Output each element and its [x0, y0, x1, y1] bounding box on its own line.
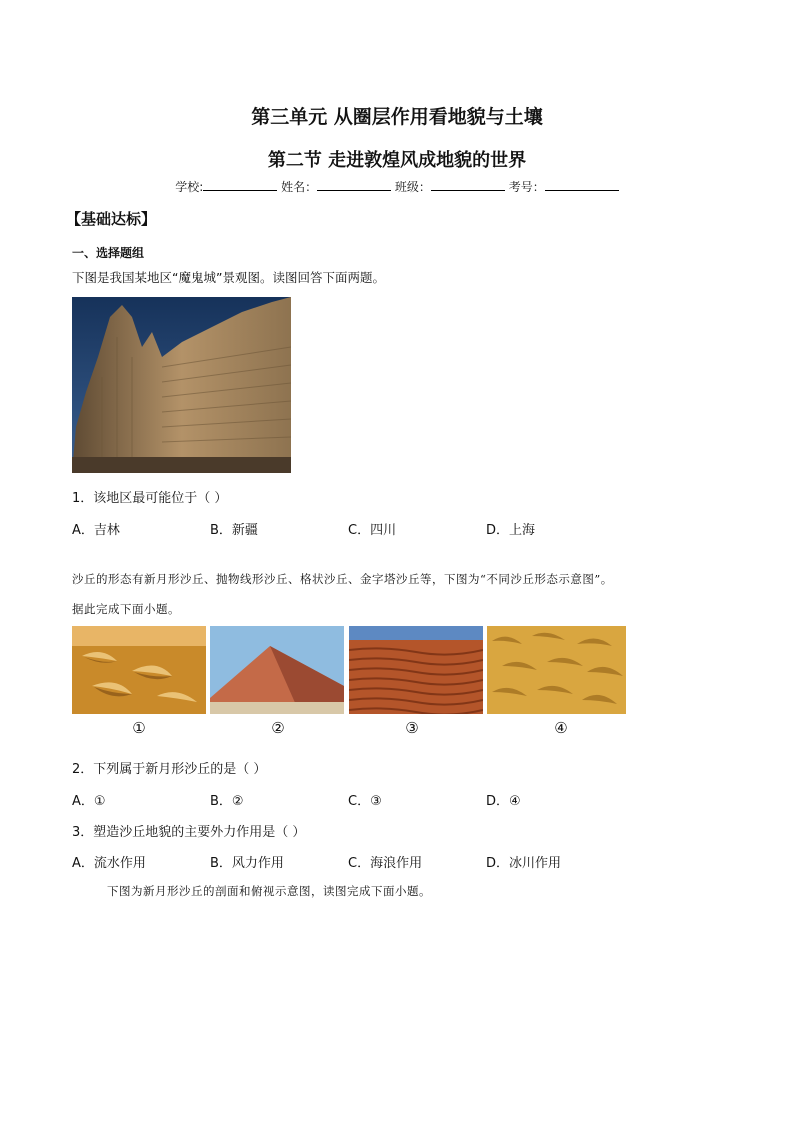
q1-option-c[interactable]: C．四川	[348, 523, 397, 538]
q3-option-a[interactable]: A．流水作用	[72, 856, 146, 871]
class-blank[interactable]	[431, 178, 505, 191]
intro-crescent-dune: 下图为新月形沙丘的剖面和俯视示意图，读图完成下面小题。	[107, 884, 431, 898]
dune-photo-1	[72, 626, 206, 714]
q3-option-d[interactable]: D．冰川作用	[486, 856, 562, 871]
unit-title: 第三单元 从圈层作用看地貌与土壤	[251, 106, 543, 128]
subsection-heading: 一、选择题组	[72, 246, 145, 260]
student-info-line	[0, 178, 794, 195]
intro-dunes-line2: 据此完成下面小题。	[72, 602, 180, 616]
exam-no-blank[interactable]	[545, 178, 619, 191]
q2-option-b[interactable]: B．②	[210, 794, 244, 809]
intro-devil-city: 下图是我国某地区“魔鬼城”景观图。读图回答下面两题。	[72, 270, 385, 285]
section-heading: 【基础达标】	[66, 210, 157, 228]
q3-option-b[interactable]: B．风力作用	[210, 856, 284, 871]
q1-option-b[interactable]: B．新疆	[210, 523, 258, 538]
exam-no-label: 考号：	[508, 180, 545, 194]
class-label: 班级：	[394, 180, 431, 194]
devil-city-photo	[72, 297, 291, 473]
dune-photo-4	[487, 626, 626, 714]
q3-option-c[interactable]: C．海浪作用	[348, 856, 423, 871]
dune-label-1: ①	[132, 719, 146, 737]
question-1: 1．该地区最可能位于（ ）	[72, 491, 228, 506]
school-blank[interactable]	[203, 178, 277, 191]
section-title: 第二节 走进敦煌风成地貌的世界	[267, 150, 527, 171]
q2-option-d[interactable]: D．④	[486, 794, 521, 809]
dune-photo-2	[210, 626, 344, 714]
question-3: 3．塑造沙丘地貌的主要外力作用是（ ）	[72, 825, 306, 840]
q1-option-a[interactable]: A．吉林	[72, 523, 120, 538]
name-label: 姓名：	[281, 180, 318, 194]
q1-option-d[interactable]: D．上海	[486, 523, 536, 538]
q2-option-c[interactable]: C．③	[348, 794, 382, 809]
school-label: 学校:	[175, 180, 204, 194]
q2-option-a[interactable]: A．①	[72, 794, 106, 809]
dune-photo-3	[349, 626, 483, 714]
dune-label-2: ②	[271, 719, 285, 737]
question-2: 2．下列属于新月形沙丘的是（ ）	[72, 762, 267, 777]
intro-dunes-line1: 沙丘的形态有新月形沙丘、抛物线形沙丘、格状沙丘、金字塔沙丘等，下图为“不同沙丘形态示意图”。	[72, 572, 613, 586]
dune-label-3: ③	[405, 719, 419, 737]
dune-label-4: ④	[554, 719, 568, 737]
name-blank[interactable]	[317, 178, 391, 191]
